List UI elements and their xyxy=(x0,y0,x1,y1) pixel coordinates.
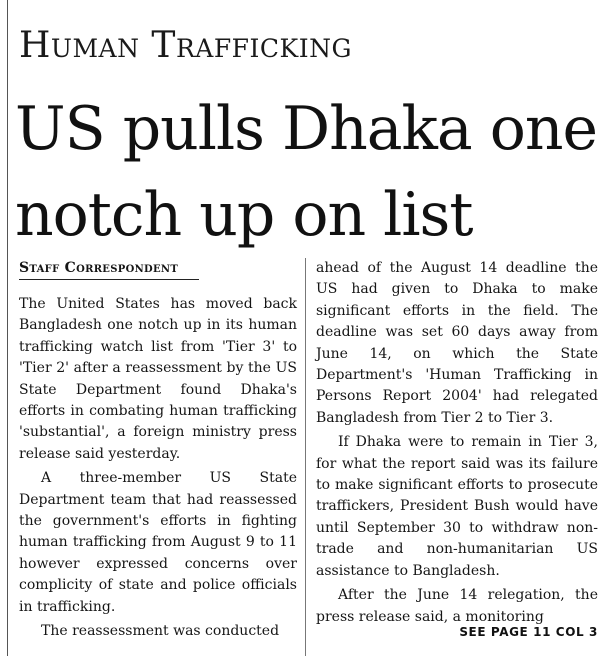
article-headline: US pulls Dhaka one notch up on list xyxy=(15,94,598,250)
paragraph: After the June 14 relegation, the press release said, a monitoring xyxy=(316,587,598,625)
column-rule-left xyxy=(7,0,8,656)
continuation-jump-line: SEE PAGE 11 COL 3 xyxy=(459,625,598,639)
section-kicker: Human Trafficking xyxy=(19,25,352,66)
paragraph: The reassessment was conducted xyxy=(41,623,280,640)
paragraph: The United States has moved back Bangladesh one notch up in its human trafficking watch list from 'Tier 3' to 'Tier 2' after a reassessment by the US State Department found Dhaka's efforts in combating human trafficking 'substantial', a foreign ministry press release said yesterday. xyxy=(19,296,297,462)
byline: Staff Correspondent xyxy=(19,258,199,280)
column-divider xyxy=(305,258,306,656)
article-column-right xyxy=(316,258,598,628)
article-column-left xyxy=(19,258,297,643)
paragraph: If Dhaka were to remain in Tier 3, for what the report said was its failure to make significant efforts to prosecute traffickers, President Bush would have until September 30 to withdraw non-trade and non-humanitarian US assistance to Bangladesh. xyxy=(316,434,598,579)
paragraph: ahead of the August 14 deadline the US had given to Dhaka to make significant efforts in the field. The deadline was set 60 days away from June 14, on which the State Department's 'Human Trafficking in Persons Report 2004' had relegated Bangladesh from Tier 2 to Tier 3. xyxy=(316,260,598,426)
paragraph: A three-member US State Department team that had reassessed the government's efforts in fighting human trafficking from August 9 to 11 however expressed concerns over complicity of state and police officials in trafficking. xyxy=(19,470,297,615)
